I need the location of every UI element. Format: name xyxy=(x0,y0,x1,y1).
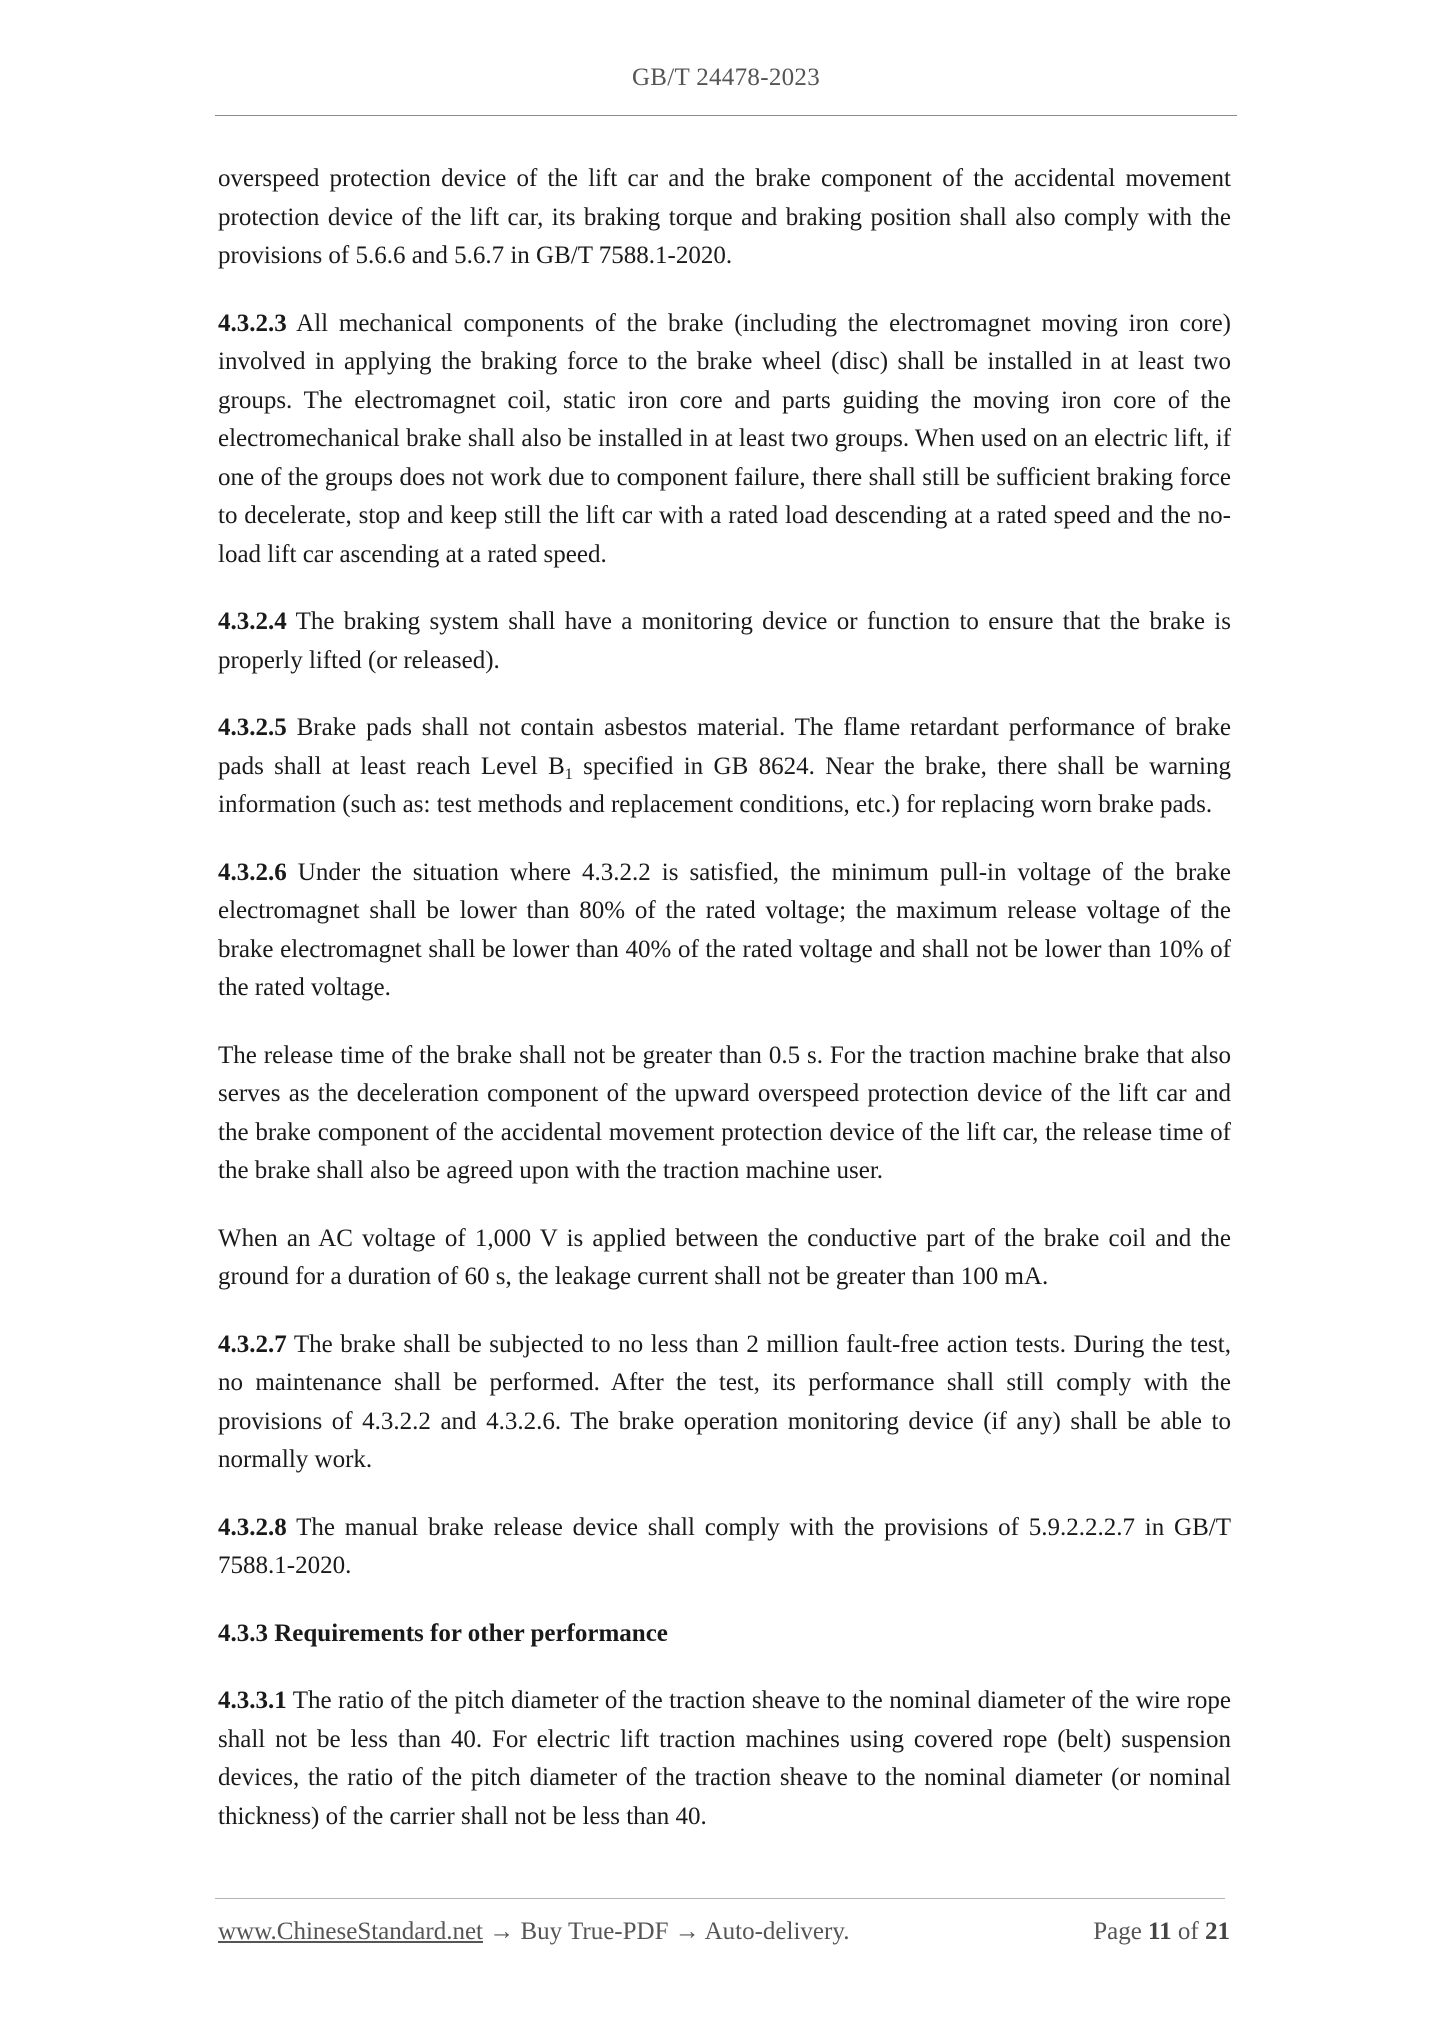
document-body xyxy=(218,160,1231,1865)
clause-text: Brake pads shall not contain asbestos material. The flame retardant performance of brake pads shall at least reach Level B xyxy=(218,714,1231,780)
clause-number: 4.3.2.4 xyxy=(218,608,287,635)
clause-text: Under the situation where 4.3.2.2 is satisfied, the minimum pull-in voltage of the brake electromagnet shall be lower than 80% of the rated voltage; the maximum release voltage of the brake electromagnet shall be lower than 40% of the rated voltage and shall not be lower than 10% of the rated voltage. xyxy=(218,858,1231,1001)
paragraph-text: The release time of the brake shall not be greater than 0.5 s. For the traction machine brake that also serves as the deceleration component of the upward overspeed protection device of the lift car and the brake component of the accidental movement protection device of the lift car, the release time of the brake shall also be agreed upon with the traction machine user. xyxy=(218,1041,1231,1184)
document-code: GB/T 24478-2023 xyxy=(631,64,821,91)
page-header xyxy=(215,64,1237,92)
clause-number: 4.3.2.7 xyxy=(218,1330,287,1358)
clause-number: 4.3.2.6 xyxy=(218,858,287,886)
website-link[interactable]: www.ChineseStandard.net xyxy=(218,1918,483,1945)
page-label: Page xyxy=(1093,1918,1142,1945)
clause-number: 4.3.2.5 xyxy=(218,714,287,741)
arrow-right-icon: → xyxy=(489,1918,515,1945)
paragraph-leakage-current xyxy=(218,1220,1231,1297)
page-number xyxy=(1093,1918,1230,1946)
current-page: 11 xyxy=(1148,1918,1172,1945)
clause-number: 4.3.2.8 xyxy=(218,1513,287,1541)
paragraph-continuation xyxy=(218,160,1231,276)
clause-4-3-2-5 xyxy=(218,709,1231,825)
clause-text: The ratio of the pitch diameter of the traction sheave to the nominal diameter of the wire rope shall not be less than 40. For electric lift traction machines using covered rope (belt) suspension devices, the ratio of the pitch diameter of the traction sheave to the nominal diameter (or nominal thickness) of the carrier shall not be less than 40. xyxy=(218,1687,1231,1830)
section-heading-4-3-3 xyxy=(218,1615,1231,1654)
clause-4-3-2-8 xyxy=(218,1509,1231,1586)
clause-number: 4.3.2.3 xyxy=(218,309,287,337)
heading-text: 4.3.3 Requirements for other performance xyxy=(218,1619,668,1647)
buy-text: Buy True-PDF xyxy=(520,1918,669,1945)
clause-text: The braking system shall have a monitoring device or function to ensure that the brake is properly lifted (or released). xyxy=(218,608,1231,674)
paragraph-text: When an AC voltage of 1,000 V is applied between the conductive part of the brake coil and the ground for a duration of 60 s, the leakage current shall not be greater than 100 mA. xyxy=(218,1224,1231,1290)
clause-4-3-2-3 xyxy=(218,305,1231,575)
clause-4-3-3-1 xyxy=(218,1682,1231,1836)
of-label: of xyxy=(1177,1918,1199,1945)
total-pages: 21 xyxy=(1205,1918,1230,1945)
subscript: 1 xyxy=(564,765,573,783)
paragraph-text: overspeed protection device of the lift car and the brake component of the accidental movement protection device of the lift car, its braking torque and braking position shall also comply with the provisions of 5.6.6 and 5.6.7 in GB/T 7588.1-2020. xyxy=(218,165,1231,269)
arrow-right-icon: → xyxy=(674,1918,700,1945)
clause-text: The brake shall be subjected to no less than 2 million fault-free action tests. During the test, no maintenance shall be performed. After the test, its performance shall still comply with the provisions of 4.3.2.2 and 4.3.2.6. The brake operation monitoring device (if any) shall be able to normally work. xyxy=(218,1330,1231,1473)
footer-promo xyxy=(218,1918,849,1946)
footer-divider xyxy=(215,1898,1225,1899)
clause-4-3-2-6 xyxy=(218,854,1231,1008)
clause-text: The manual brake release device shall comply with the provisions of 5.9.2.2.2.7 in GB/T 7588.1-2020. xyxy=(218,1513,1231,1579)
clause-text: All mechanical components of the brake (including the electromagnet moving iron core) involved in applying the braking force to the brake wheel (disc) shall be installed in at least two groups. The electromagnet coil, static iron core and parts guiding the moving iron core of the electromechanical brake shall also be installed in at least two groups. When used on an electric lift, if one of the groups does not work due to component failure, there shall still be sufficient braking force to decelerate, stop and keep still the lift car with a rated load descending at a rated speed and the no-load lift car ascending at a rated speed. xyxy=(218,309,1232,568)
clause-number: 4.3.3.1 xyxy=(218,1687,287,1714)
clause-4-3-2-7 xyxy=(218,1326,1231,1480)
header-divider xyxy=(215,115,1237,116)
clause-text-continued: specified in GB 8624. Near the brake, there shall be warning information (such as: test methods and replacement conditions, etc.) for replacing worn brake pads. xyxy=(218,752,1231,818)
paragraph-release-time xyxy=(218,1037,1231,1191)
delivery-text: Auto-delivery. xyxy=(704,1918,850,1945)
clause-4-3-2-4 xyxy=(218,603,1231,680)
